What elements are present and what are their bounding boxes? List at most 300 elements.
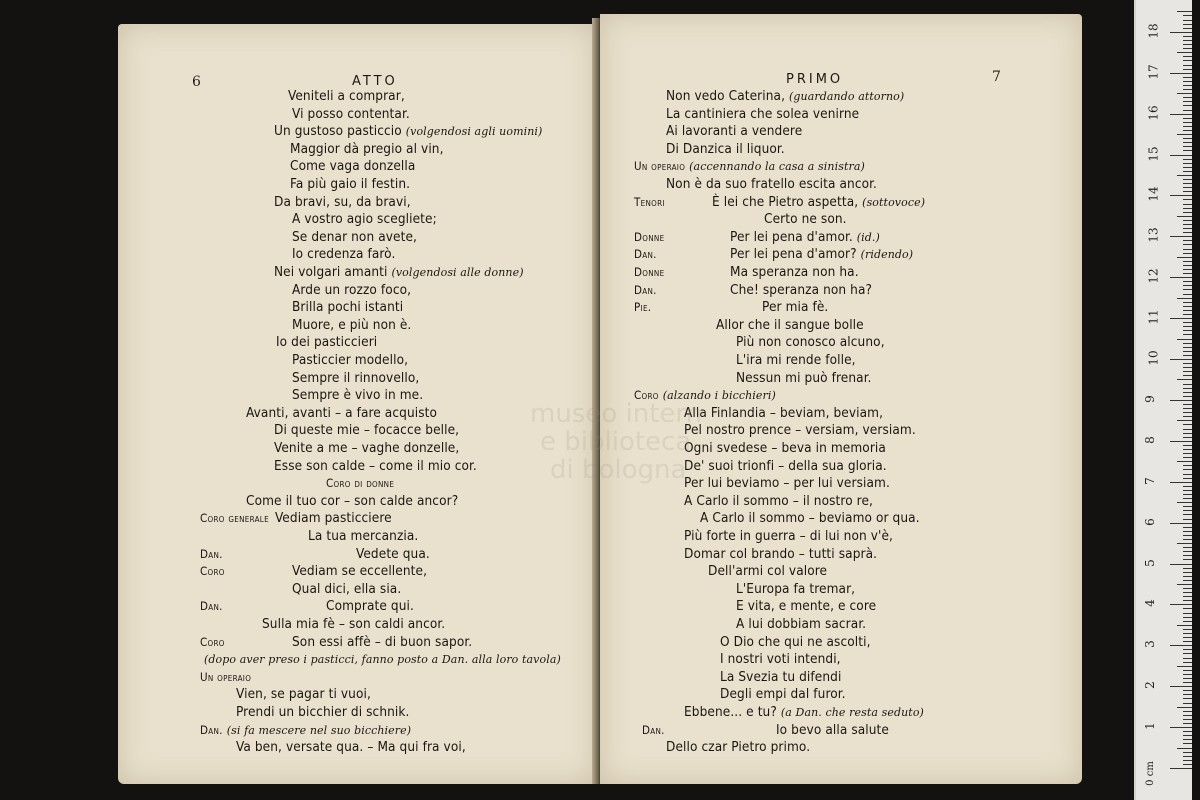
ruler-tick	[1183, 568, 1192, 569]
ruler-tick	[1183, 711, 1192, 712]
ruler-tick	[1170, 32, 1192, 33]
ruler-tick	[1170, 645, 1192, 646]
verse-text: Un gustoso pasticcio	[274, 123, 406, 140]
ruler-tick	[1183, 682, 1192, 683]
ruler-tick	[1183, 244, 1192, 245]
ruler-number: 18	[1146, 23, 1161, 39]
right-verse-line	[666, 123, 802, 139]
left-verse-line	[274, 264, 524, 280]
ruler-tick	[1183, 220, 1192, 221]
ruler-tick	[1183, 183, 1192, 184]
right-verse-line	[700, 510, 920, 526]
verse-text: Io dei pasticcieri	[276, 334, 378, 351]
verse-text: E vita, e mente, e core	[736, 598, 877, 615]
ruler-tick	[1177, 666, 1192, 667]
verse-text: Per mia fè.	[762, 299, 829, 316]
verse-text: A lui dobbiam sacrar.	[736, 616, 867, 632]
ruler-tick	[1177, 298, 1192, 299]
ruler-tick	[1183, 678, 1192, 679]
right-verse-line	[684, 422, 916, 438]
right-verse-line	[684, 475, 890, 491]
ruler-number: 5	[1142, 558, 1157, 567]
ruler-number: 2	[1142, 681, 1157, 690]
verse-text: O Dio che qui ne ascolti,	[720, 633, 871, 650]
ruler-tick	[1183, 674, 1192, 675]
ruler-tick	[1183, 404, 1192, 405]
ruler-tick	[1170, 114, 1192, 115]
speaker-label: Dan.	[634, 282, 657, 297]
ruler-tick	[1183, 592, 1192, 593]
ruler-tick	[1170, 359, 1192, 360]
right-verse-line	[736, 616, 866, 632]
ruler-tick	[1183, 670, 1192, 671]
left-verse-line	[200, 598, 414, 614]
ruler-tick	[1183, 424, 1192, 425]
verse-text: Comprate qui.	[326, 598, 414, 615]
ruler-tick	[1170, 318, 1192, 319]
ruler-tick	[1183, 363, 1192, 364]
ruler-tick	[1183, 408, 1192, 409]
verse-text: Dell'armi col valore	[708, 563, 828, 580]
verse-text: Per lei pena d'amor?	[730, 246, 861, 263]
verse-text: Vien, se pagar ti vuoi,	[236, 686, 371, 703]
verse-text: Certo ne son.	[764, 211, 847, 228]
ruler-number: 10	[1146, 350, 1161, 366]
right-page	[600, 14, 1082, 784]
left-page	[118, 24, 596, 784]
left-verse-line	[236, 686, 371, 702]
speaker-label: Pie.	[634, 300, 652, 315]
left-verse-line	[292, 229, 417, 245]
ruler-tick	[1183, 416, 1192, 417]
right-verse-line	[684, 440, 886, 456]
ruler-tick	[1183, 474, 1192, 475]
ruler-tick	[1170, 768, 1192, 769]
left-verse-line	[292, 370, 419, 386]
ruler-tick	[1183, 608, 1192, 609]
ruler-tick	[1183, 367, 1192, 368]
ruler-tick	[1183, 150, 1192, 151]
ruler-tick	[1183, 310, 1192, 311]
right-verse-line	[634, 229, 880, 245]
ruler-tick	[1183, 690, 1192, 691]
verse-text: L'ira mi rende folle,	[736, 352, 856, 368]
verse-text: Pel nostro prence – versiam, versiam.	[684, 422, 916, 439]
left-verse-line	[200, 563, 427, 579]
stage-direction: (ridendo)	[860, 248, 914, 262]
ruler-tick	[1183, 396, 1192, 397]
left-verse-line	[292, 282, 411, 298]
ruler-tick	[1183, 60, 1192, 61]
ruler-tick	[1183, 739, 1192, 740]
ruler-tick	[1177, 420, 1192, 421]
ruler-tick	[1177, 748, 1192, 749]
ruler-tick	[1177, 257, 1192, 258]
ruler-tick	[1183, 531, 1192, 532]
ruler-tick	[1177, 175, 1192, 176]
verse-text: Io bevo alla salute	[776, 721, 889, 738]
ruler-tick	[1183, 662, 1192, 663]
ruler-tick	[1183, 56, 1192, 57]
ruler-number: 7	[1142, 476, 1157, 485]
ruler-tick	[1183, 101, 1192, 102]
ruler-tick	[1183, 28, 1192, 29]
ruler-tick	[1183, 334, 1192, 335]
ruler-tick	[1183, 199, 1192, 200]
left-verse-line	[290, 176, 410, 192]
ruler-number: 6	[1142, 517, 1157, 526]
ruler-tick	[1183, 281, 1192, 282]
verse-text: Son essi affè – di buon sapor.	[292, 633, 473, 650]
ruler-tick	[1170, 155, 1192, 156]
verse-text: Prendi un bicchier di schnik.	[236, 704, 410, 720]
left-verse-line	[200, 722, 411, 738]
verse-text: Venite a me – vaghe donzelle,	[274, 440, 460, 456]
right-verse-line	[684, 528, 893, 544]
stage-direction: (id.)	[856, 230, 880, 244]
ruler-tick	[1183, 551, 1192, 552]
ruler-tick	[1183, 24, 1192, 25]
ruler-tick	[1183, 510, 1192, 511]
left-verse-line	[290, 141, 444, 157]
ruler-tick	[1183, 81, 1192, 82]
verse-text: Per lui beviamo – per lui versiam.	[684, 475, 890, 492]
verse-text: Muore, e più non è.	[292, 316, 412, 333]
ruler-tick	[1183, 261, 1192, 262]
right-verse-line	[684, 493, 873, 509]
ruler-tick	[1183, 453, 1192, 454]
ruler-tick	[1177, 52, 1192, 53]
ruler-tick	[1183, 273, 1192, 274]
ruler-tick	[1183, 40, 1192, 41]
left-verse-line	[292, 246, 395, 262]
ruler-tick	[1170, 686, 1192, 687]
ruler-tick	[1183, 306, 1192, 307]
verse-text: Ogni svedese – beva in memoria	[684, 440, 886, 456]
ruler-tick	[1183, 89, 1192, 90]
ruler-tick	[1170, 236, 1192, 237]
ruler-tick	[1183, 694, 1192, 695]
ruler-tick	[1183, 621, 1192, 622]
left-verse-line	[274, 422, 459, 438]
speaker-label: Coro	[200, 564, 225, 579]
left-verse-line	[200, 669, 251, 685]
ruler-tick	[1183, 514, 1192, 515]
ruler-tick	[1183, 167, 1192, 168]
right-verse-line	[684, 458, 887, 474]
ruler-tick	[1183, 375, 1192, 376]
speaker-label: Coro generale	[200, 511, 269, 526]
ruler-number: 15	[1146, 145, 1161, 162]
ruler-number: 16	[1146, 104, 1161, 121]
left-verse-line	[292, 106, 410, 122]
left-verse-line	[326, 475, 394, 491]
ruler-tick	[1170, 195, 1192, 196]
speaker-label: Dan.	[200, 599, 223, 614]
ruler-number: 1	[1142, 722, 1157, 730]
ruler-number: 17	[1146, 64, 1161, 80]
ruler-tick	[1183, 249, 1192, 250]
ruler-tick	[1183, 294, 1192, 295]
ruler-tick	[1183, 555, 1192, 556]
speaker-label: Coro	[200, 634, 225, 649]
verse-text: De' suoi trionfi – della sua gloria.	[684, 457, 887, 474]
ruler-number: 3	[1142, 640, 1157, 649]
ruler-unit-label: 0 cm	[1144, 761, 1156, 786]
verse-text: Va ben, versate qua. – Ma qui fra voi,	[236, 739, 466, 756]
ruler-tick	[1183, 445, 1192, 446]
ruler-tick	[1183, 77, 1192, 78]
ruler-tick	[1177, 11, 1192, 12]
speaker-label: Un operaio	[634, 159, 686, 174]
right-verse-line	[736, 370, 872, 386]
left-verse-line	[292, 299, 403, 315]
running-head: PRIMO	[786, 72, 844, 87]
ruler-tick	[1177, 93, 1192, 94]
left-verse-line	[292, 581, 401, 597]
ruler-number: 9	[1142, 395, 1157, 403]
right-verse-line	[666, 739, 810, 755]
ruler-tick	[1177, 543, 1192, 544]
ruler-tick	[1183, 613, 1192, 614]
stage-direction: (volgendosi alle donne)	[391, 266, 524, 279]
ruler-tick	[1183, 735, 1192, 736]
ruler-tick	[1183, 36, 1192, 37]
verse-text: Veniteli a comprar,	[288, 88, 405, 104]
stage-direction: (dopo aver preso i pasticci, fanno posto a Dan. alla loro tavola)	[204, 653, 561, 667]
right-verse-line	[720, 634, 871, 650]
right-verse-line	[634, 282, 872, 298]
ruler-tick	[1183, 142, 1192, 143]
speaker-label: Donne	[634, 229, 665, 244]
verse-text: Vedete qua.	[356, 545, 430, 562]
left-verse-line	[292, 387, 423, 403]
ruler-number: 8	[1142, 435, 1157, 444]
verse-text: Non è da suo fratello escita ancor.	[666, 176, 877, 192]
right-verse-line	[634, 299, 828, 315]
ruler-tick	[1183, 649, 1192, 650]
verse-text: Per lei pena d'amor.	[730, 228, 857, 245]
ruler-tick	[1183, 253, 1192, 254]
ruler-tick	[1183, 179, 1192, 180]
verse-text: Qual dici, ella sia.	[292, 580, 402, 597]
ruler-tick	[1177, 216, 1192, 217]
ruler-tick	[1177, 461, 1192, 462]
ruler-tick	[1183, 240, 1192, 241]
speaker-label: Donne	[634, 265, 665, 279]
ruler-tick	[1183, 384, 1192, 385]
ruler-tick	[1183, 224, 1192, 225]
right-verse-line	[736, 352, 856, 368]
verse-text: Domar col brando – tutti saprà.	[684, 545, 878, 562]
left-verse-line	[292, 352, 408, 368]
right-verse-line	[666, 106, 859, 122]
ruler-tick	[1183, 572, 1192, 573]
verse-text: Degli empi dal furor.	[720, 686, 846, 703]
ruler-tick	[1183, 330, 1192, 331]
ruler-tick	[1183, 232, 1192, 233]
left-verse-line	[274, 123, 542, 139]
verse-text: Arde un rozzo foco,	[292, 281, 412, 298]
ruler-tick	[1183, 122, 1192, 123]
verse-text: A vostro agio scegliete;	[292, 211, 437, 228]
verse-text: Se denar non avete,	[292, 228, 417, 245]
ruler-tick	[1183, 15, 1192, 16]
ruler-tick	[1183, 187, 1192, 188]
left-verse-line	[246, 405, 437, 421]
verse-text: Non vedo Caterina,	[666, 88, 790, 104]
verse-text: Maggior dà pregio al vin,	[290, 140, 444, 157]
verse-text: Nessun mi può frenar.	[736, 369, 872, 386]
ruler-tick	[1183, 547, 1192, 548]
speaker-label: Dan.	[200, 546, 223, 561]
running-head: ATTO	[352, 74, 398, 89]
page-number: 6	[192, 74, 201, 90]
ruler-tick	[1177, 584, 1192, 585]
ruler-tick	[1183, 347, 1192, 348]
verse-text: Che! speranza non ha?	[730, 281, 873, 298]
left-verse-line	[276, 334, 377, 350]
verse-text: Più non conosco alcuno,	[736, 334, 885, 351]
verse-text: Sempre il rinnovello,	[292, 369, 420, 386]
ruler-tick	[1183, 437, 1192, 438]
ruler-tick	[1183, 539, 1192, 540]
verse-text: A Carlo il sommo – beviamo or qua.	[700, 510, 920, 527]
ruler-tick	[1183, 723, 1192, 724]
ruler-tick	[1183, 355, 1192, 356]
ruler-tick	[1183, 159, 1192, 160]
left-verse-line	[274, 194, 411, 210]
ruler-tick	[1170, 441, 1192, 442]
ruler-tick	[1183, 326, 1192, 327]
ruler-number: 13	[1146, 227, 1161, 243]
ruler-tick	[1177, 379, 1192, 380]
ruler-tick	[1183, 715, 1192, 716]
ruler-tick	[1183, 97, 1192, 98]
ruler-tick	[1170, 523, 1192, 524]
ruler-tick	[1183, 20, 1192, 21]
ruler-tick	[1183, 576, 1192, 577]
ruler-tick	[1183, 469, 1192, 470]
left-verse-line	[274, 440, 459, 456]
ruler-tick	[1183, 457, 1192, 458]
ruler-tick	[1183, 633, 1192, 634]
verse-text: Vediam se eccellente,	[292, 563, 428, 580]
verse-text: Di queste mie – focacce belle,	[274, 422, 460, 439]
verse-text: L'Europa fa tremar,	[736, 580, 856, 597]
ruler-tick	[1183, 731, 1192, 732]
ruler-tick	[1183, 126, 1192, 127]
ruler-tick	[1183, 314, 1192, 315]
ruler-tick	[1183, 204, 1192, 205]
verse-text: Come vaga donzella	[290, 158, 416, 175]
ruler-tick	[1183, 118, 1192, 119]
ruler-tick	[1183, 105, 1192, 106]
ruler-tick	[1183, 580, 1192, 581]
verse-text: La cantiniera che solea venirne	[666, 105, 860, 122]
ruler-tick	[1177, 339, 1192, 340]
left-verse-line	[290, 158, 415, 174]
right-verse-line	[720, 669, 841, 685]
ruler-tick	[1183, 138, 1192, 139]
ruler-tick	[1170, 604, 1192, 605]
ruler-tick	[1183, 637, 1192, 638]
right-verse-line	[634, 246, 913, 262]
verse-text: Brilla pochi istanti	[292, 299, 404, 316]
ruler-tick	[1183, 535, 1192, 536]
left-verse-line	[274, 458, 477, 474]
ruler-tick	[1183, 752, 1192, 753]
right-verse-line	[634, 194, 925, 210]
verse-text: Avanti, avanti – a fare acquisto	[246, 404, 438, 421]
right-verse-line	[684, 704, 924, 720]
ruler-tick	[1183, 212, 1192, 213]
verse-text: Io credenza farò.	[292, 246, 396, 263]
right-verse-line	[720, 651, 841, 667]
speaker-label: Dan.	[634, 247, 657, 262]
verse-text: Vediam pasticciere	[274, 510, 392, 527]
verse-text: Ebbene... e tu?	[684, 704, 781, 720]
ruler-tick	[1170, 400, 1192, 401]
left-verse-line	[200, 546, 430, 562]
ruler-tick	[1183, 85, 1192, 86]
ruler-number: 12	[1146, 268, 1161, 284]
left-verse-line	[204, 651, 561, 667]
right-verse-line	[666, 141, 785, 157]
right-verse-line	[634, 264, 859, 280]
ruler-tick	[1183, 285, 1192, 286]
verse-text: La tua mercanzia.	[308, 528, 419, 544]
left-verse-line	[288, 88, 405, 104]
left-verse-line	[246, 493, 458, 509]
ruler-tick	[1183, 498, 1192, 499]
stage-direction: (sottovoce)	[862, 195, 926, 209]
verse-text: Di Danzica il liquor.	[666, 140, 785, 157]
ruler-tick	[1183, 343, 1192, 344]
verse-text: Fa più gaio il festin.	[290, 176, 411, 192]
right-verse-line	[666, 176, 877, 192]
ruler-number: 4	[1142, 599, 1157, 608]
ruler-tick	[1183, 429, 1192, 430]
ruler-tick	[1183, 486, 1192, 487]
right-verse-line	[736, 581, 855, 597]
ruler-tick	[1183, 130, 1192, 131]
speaker-label: Un operaio	[200, 669, 252, 684]
right-verse-line	[764, 211, 847, 227]
speaker-label: Coro	[634, 388, 659, 403]
ruler-tick	[1183, 698, 1192, 699]
verse-text: Alla Finlandia – beviam, beviam,	[684, 404, 884, 421]
left-verse-line	[236, 704, 410, 720]
ruler-tick	[1183, 490, 1192, 491]
verse-text: Ma speranza non ha.	[730, 264, 859, 280]
ruler-tick	[1183, 658, 1192, 659]
ruler-tick	[1183, 265, 1192, 266]
right-verse-line	[634, 158, 865, 174]
verse-text: Da bravi, su, da bravi,	[274, 193, 411, 210]
ruler-tick	[1183, 764, 1192, 765]
ruler-tick	[1183, 69, 1192, 70]
ruler-tick	[1183, 208, 1192, 209]
ruler-tick	[1183, 48, 1192, 49]
ruler-tick	[1183, 527, 1192, 528]
speaker-label: Dan.	[642, 722, 665, 737]
ruler-tick	[1183, 171, 1192, 172]
ruler-tick	[1183, 392, 1192, 393]
ruler-tick	[1183, 388, 1192, 389]
ruler-tick	[1183, 506, 1192, 507]
ruler-tick	[1170, 482, 1192, 483]
